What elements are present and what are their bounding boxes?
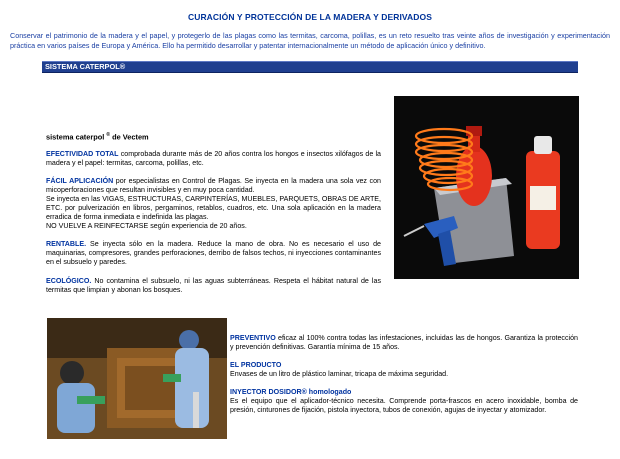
- brand-line: [46, 131, 381, 142]
- brand-reg: ®: [106, 132, 111, 138]
- intro-paragraph: Conservar el patrimonio de la madera y el papel, y protegerlo de las plagas como las termitas, carcoma, polillas, es un reto resuelto tras veinte años de investigación y experimentación práctica en varios países de Europa y América. Ello ha permitido desarrollar y patentar internacionalmente un método de aplicación único y definitivo.: [10, 31, 610, 50]
- block-text: Envases de un litro de plástico laminar, tricapa de máxima seguridad.: [230, 369, 449, 378]
- block-heading: ECOLÓGICO.: [46, 277, 92, 285]
- block-producto: [230, 361, 578, 379]
- block-text: comprobada durante más de 20 años contra los hongos e insectos xilófagos de la madera y el papel: termitas, carcoma, polillas, etc.: [46, 150, 381, 167]
- block-preventivo: [230, 334, 578, 352]
- section-bar: [42, 61, 578, 73]
- block-text: por especialistas en Control de Plagas. Se inyecta en la madera una sola vez con micoperforaciones que resultan invisibles y en muy poca cantidad.: [46, 177, 381, 194]
- brand-suffix: de Vectem: [110, 132, 149, 142]
- block-facil: [46, 177, 381, 230]
- block-heading: INYECTOR DOSIDOR® homologado: [230, 388, 352, 396]
- brand-name: sistema caterpol: [46, 132, 105, 142]
- block-heading: EL PRODUCTO: [230, 361, 282, 369]
- block-text: Es el equipo que el aplicador-técnico necesita. Comprende porta-frascos en acero inoxidable, bomba de presión, cinturones de fijación, pistola inyectora, tubos de conexión, agujas de inyectar y atomizador.: [230, 396, 578, 414]
- block-efectividad: [46, 150, 381, 168]
- block-ecologico: [46, 277, 381, 295]
- page-title: CURACIÓN Y PROTECCIÓN DE LA MADERA Y DERIVADOS: [187, 12, 433, 22]
- block-heading: PREVENTIVO: [230, 334, 276, 342]
- technicians-photo: [47, 318, 227, 439]
- block-inyector: [230, 388, 578, 415]
- injector-kit-photo: [394, 96, 579, 279]
- block-text-3: NO VUELVE A REINFECTARSE según experiencia de 20 años.: [46, 221, 247, 230]
- block-heading: FÁCIL APLICACIÓN: [46, 177, 114, 185]
- section-bar-label: SISTEMA CATERPOL®: [45, 62, 126, 71]
- block-heading: RENTABLE.: [46, 240, 87, 248]
- block-text: Se inyecta sólo en la madera. Reduce la mano de obra. No es necesario el uso de maquinarias, compresores, grandes perforaciones, derribo de falsos techos, ni inyecciones contaminantes en el subsuelo y paredes.: [46, 240, 381, 266]
- block-heading: EFECTIVIDAD TOTAL: [46, 150, 119, 158]
- block-text-2: Se inyecta en las VIGAS, ESTRUCTURAS, CARPINTERÍAS, MUEBLES, PARQUETS, OBRAS DE ARTE, ETC. por pulverización en libros, pergaminos, retablos, cuadros, etc. Una sola aplicación en la madera erradica de forma inmediata e indefinida las plagas.: [46, 194, 381, 221]
- block-rentable: [46, 240, 381, 267]
- block-text: No contamina el subsuelo, ni las aguas subterráneas. Respeta el hábitat natural de las termitas que limpian y abonan los bosques.: [46, 277, 381, 294]
- block-text: eficaz al 100% contra todas las infestaciones, incluidas las de hongos. Garantiza la protección y prevención definitivas. Garantía mínima de 15 años.: [230, 334, 578, 351]
